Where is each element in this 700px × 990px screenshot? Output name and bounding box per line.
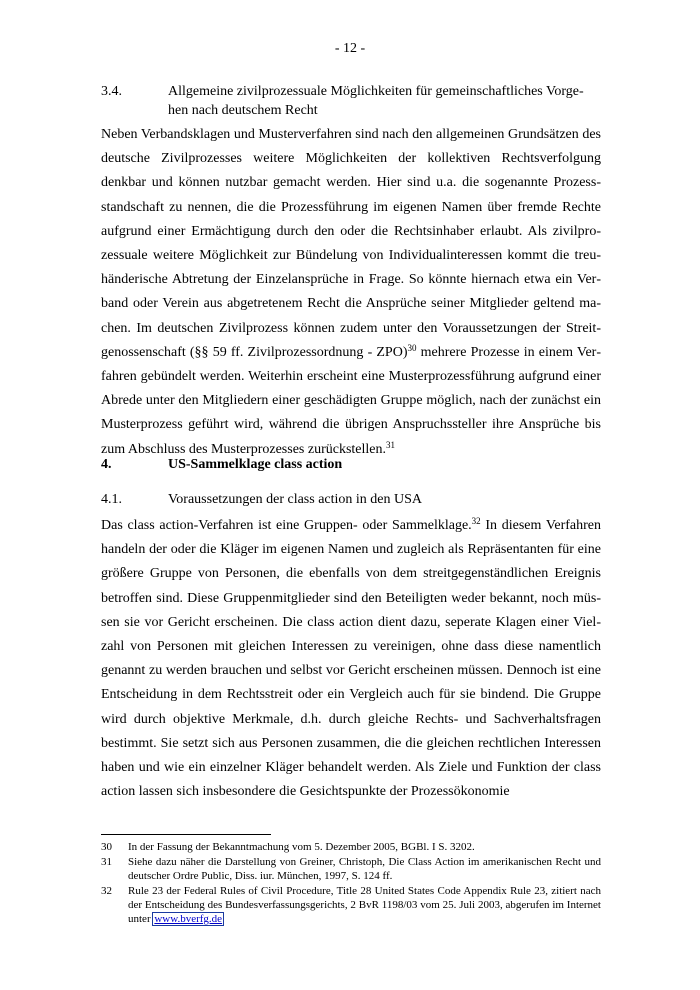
section-number: 4.1. <box>101 492 122 507</box>
paragraph-4-1 <box>101 514 601 804</box>
footnote-text: Rule 23 der Federal Rules of Civil Procedure, Title 28 United States Code Appendix Rule 23, zitiert nach der Entscheidung des Bundesverfassungsgerichts, 2 BvR 1198/03 vom 25. Juli 2003, abgerufen im Internet unter <box>128 885 601 925</box>
footnote-text-container <box>128 884 601 926</box>
page-number: - 12 - <box>334 41 366 56</box>
section-title: Voraussetzungen der class action in den USA <box>168 492 423 507</box>
footnote-31 <box>101 855 601 883</box>
footnote-text: Siehe dazu näher die Darstellung von Greiner, Christoph, Die Class Action im amerikanischen Recht und deutscher Ordre Public, Diss. iur. München, 1997, S. 124 ff. <box>128 856 601 882</box>
footnote-ref: 31 <box>386 439 395 450</box>
bverfg-link[interactable]: www.bverfg.de <box>154 913 223 925</box>
section-title: Allgemeine zivilprozessuale Möglichkeiten für gemeinschaftliches Vorgehen nach deutschem Recht <box>168 84 584 118</box>
footnotes <box>101 840 601 927</box>
footnote-ref: 32 <box>471 516 481 526</box>
footnote-30 <box>101 840 601 854</box>
footnote-separator <box>101 834 271 835</box>
footnote-number: 31 <box>101 856 112 868</box>
section-number: 3.4. <box>101 84 122 99</box>
paragraph-3-4 <box>101 123 601 462</box>
paragraph-text: mehrere Prozesse in einem Verfahren gebündelt werden. Weiterhin erscheint eine Musterprozessführung aufgrund einer Abrede unter den Mitgliedern einer geschädigten Gruppe möglich, nach der zunächst ein Musterprozess geführt wird, während die übrigen Anspruchssteller ihre Ansprüche bis zum Abschluss des Musterprozesses zurückstellen. <box>101 344 601 457</box>
footnote-32 <box>101 884 601 926</box>
paragraph-text: Das class action-Verfahren ist eine Gruppen- oder Sammelklage. <box>101 518 472 533</box>
footnote-number: 30 <box>101 841 112 853</box>
section-title: US-Sammelklage class action <box>168 457 343 472</box>
footnote-number: 32 <box>101 885 112 897</box>
paragraph-text: In diesem Verfahren handeln der oder die Kläger im eigenen Namen und zugleich als Repräsentanten für eine größere Gruppe von Personen, die ebenfalls von dem streitgegenständlichen Ereignis betroffen sind. Diese Gruppenmitglieder sind den Beteiligten weder bekannt, noch müssen sie vor Gericht erscheinen. Die class action dient dazu, seperate Klagen einer Vielzahl von Personen mit gleichen Interessen zu vereinigen, ohne dass diese namentlich genannt zu werden brauchen und selbst vor Gericht erscheinen müssen. Dennoch ist eine Entscheidung in dem Rechtsstreit oder ein Vergleich auch für sie bindend. Die Gruppe wird durch objektive Merkmale, d.h. durch gleiche Rechts- und Sachverhaltsfragen bestimmt. Sie setzt sich aus Personen zusammen, die die gleichen rechtlichen Interessen haben und wie ein einzelner Kläger behandelt werden. Als Ziele und Funktion der class action lassen sich insbesondere die Gesichtspunkte der Prozessökonomie <box>101 518 601 800</box>
footnote-text: In der Fassung der Bekanntmachung vom 5. Dezember 2005, BGBl. I S. 3202. <box>128 841 475 853</box>
paragraph-text: Neben Verbandsklagen und Musterverfahren sind nach den allgemeinen Grundsätzen des deutsche Zivilprozesses weitere Möglichkeiten der kollektiven Rechtsverfolgung denkbar und können nutzbar gemacht werden. Hier sind u.a. die sogenannte Prozessstandschaft zu nennen, die die Prozessführung im eigenen Namen über fremde Rechte aufgrund einer Ermächtigung durch den oder die Rechtsinhaber erlaubt. Als zivilprozessuale weitere Möglichkeit zur Bündelung von Individualinteressen kommt die treuhänderische Abtretung der Einzelansprüche in Frage. So könnte hiernach etwa ein Verband oder Verein aus abgetretenem Recht die Ansprüche seiner Mitglieder geltend machen. Im deutschen Zivilprozess können zudem unter den Voraussetzungen der Streitgenossenschaft (§§ 59 ff. Zivilprozessordnung - ZPO) <box>101 127 601 360</box>
footnote-ref: 30 <box>407 342 417 353</box>
section-number: 4. <box>101 457 112 472</box>
